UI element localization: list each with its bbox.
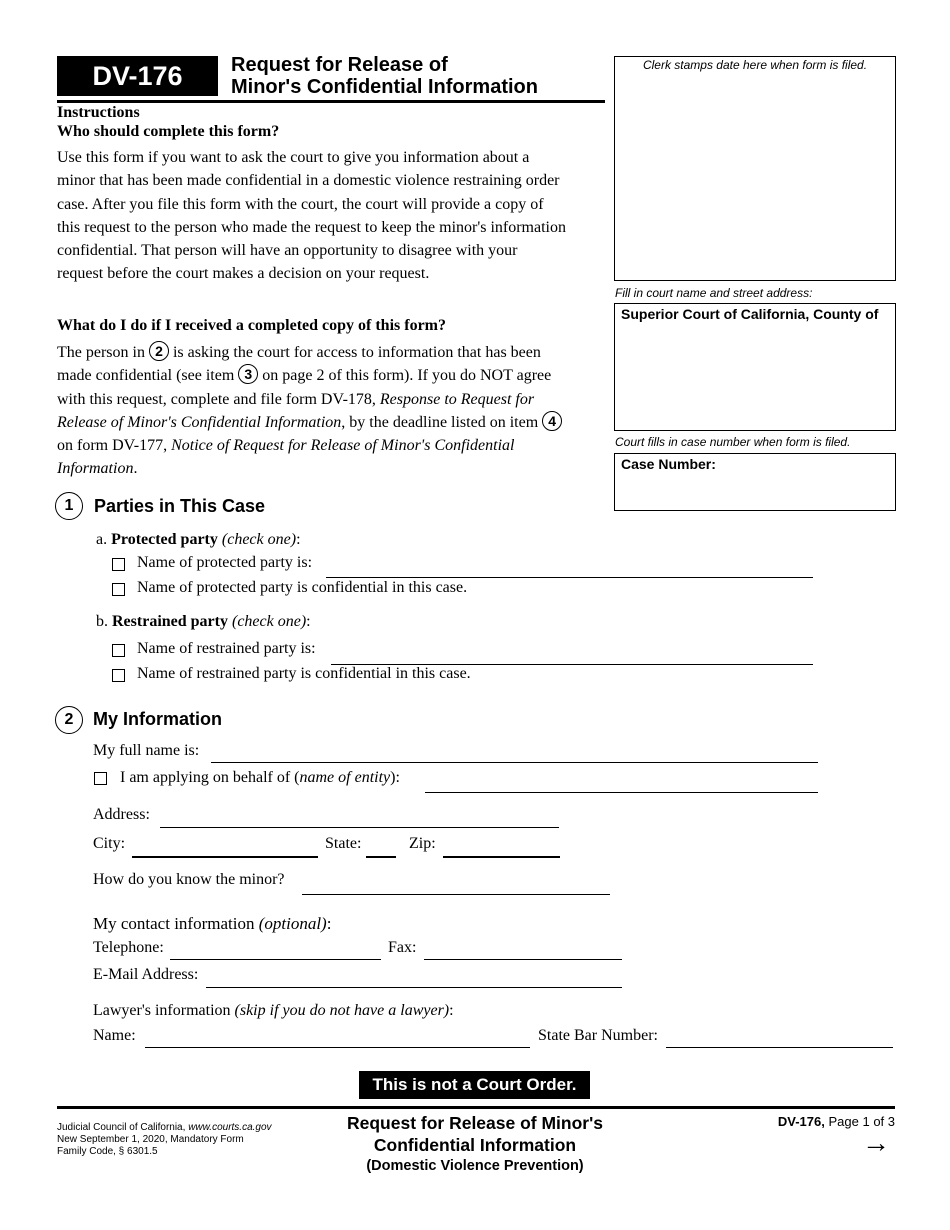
para1-line: case. After you file this form with the court, the court will provide a copy of xyxy=(57,195,544,213)
section-1-title: Parties in This Case xyxy=(94,496,266,516)
zip-line[interactable] xyxy=(443,856,560,858)
p2-italic: Release of Minor's Confidential Information xyxy=(57,413,342,431)
case-hint: Court fills in case number when form is filed. xyxy=(615,435,851,449)
protected-party-heading: Protected party xyxy=(111,531,218,548)
para1-line: minor that has been made confidential in a domestic violence restraining order xyxy=(57,172,560,190)
p2-text: , by the deadline listed on item xyxy=(341,413,539,431)
telephone-label: Telephone: xyxy=(93,939,164,956)
footer-rule xyxy=(57,1106,895,1109)
lawyer-note: (skip if you do not have a lawyer) xyxy=(234,1002,450,1019)
p2-text: The person in xyxy=(57,344,145,361)
protected-name-checkbox[interactable] xyxy=(112,558,125,571)
instructions-heading: Instructions xyxy=(57,104,140,121)
form-title-line2: Minor's Confidential Information xyxy=(231,76,538,98)
p2-italic: Notice of Request for Release of Minor's Confidential xyxy=(171,437,515,455)
section-1-circle: 1 xyxy=(55,492,83,520)
court-name-label: Superior Court of California, County of xyxy=(621,306,879,322)
para1-line: this request to the person who made the request to keep the minor's information xyxy=(57,218,566,236)
case-number-label: Case Number: xyxy=(621,456,716,472)
court-hint: Fill in court name and street address: xyxy=(615,286,813,300)
instructions-paragraph-2 xyxy=(57,341,617,481)
next-page-arrow-icon: → xyxy=(862,1127,890,1158)
behalf-italic: name of entity xyxy=(299,769,391,786)
court-name-box[interactable] xyxy=(614,303,896,431)
p2-text: with this request, complete and file form DV-178, xyxy=(57,390,376,408)
revision-text: New September 1, 2020, Mandatory Form xyxy=(57,1134,244,1145)
full-name-line[interactable] xyxy=(211,762,818,763)
behalf-checkbox[interactable] xyxy=(94,772,107,785)
para1-line: confidential. That person will have an opportunity to disagree with your xyxy=(57,242,518,260)
section-2-circle: 2 xyxy=(55,706,83,734)
protected-name-line[interactable] xyxy=(326,577,813,578)
lawyer-label: Lawyer's information (skip if you do not have a lawyer): xyxy=(93,1002,454,1019)
family-code-text: Family Code, § 6301.5 xyxy=(57,1146,158,1157)
check-one-note: (check one) xyxy=(221,531,297,548)
protected-confidential-checkbox[interactable] xyxy=(112,583,125,596)
state-bar-label: State Bar Number: xyxy=(538,1027,658,1044)
contact-label: My contact information (optional): xyxy=(93,914,332,933)
city-line[interactable] xyxy=(132,856,318,858)
full-name-label: My full name is: xyxy=(93,742,200,759)
city-label: City: xyxy=(93,835,126,852)
form-code: DV-176 xyxy=(57,56,218,96)
behalf-text: I am applying on behalf of ( xyxy=(120,769,300,786)
received-heading: What do I do if I received a completed copy of this form? xyxy=(57,317,446,334)
address-line[interactable] xyxy=(160,827,559,828)
item-3-circle: 3 xyxy=(238,364,258,384)
protected-confidential-label: Name of protected party is confidential in this case. xyxy=(137,579,468,596)
telephone-line[interactable] xyxy=(170,959,381,960)
footer-title-line1: Request for Release of Minor's xyxy=(346,1113,604,1133)
know-minor-line[interactable] xyxy=(302,894,610,895)
lawyer-name-label: Name: xyxy=(93,1027,136,1044)
restrained-name-label: Name of restrained party is: xyxy=(137,640,316,657)
behalf-label xyxy=(120,769,400,787)
entity-name-line[interactable] xyxy=(425,792,818,793)
clerk-stamp-label: Clerk stamps date here when form is filed. xyxy=(642,58,868,72)
instructions-paragraph-1 xyxy=(57,146,617,286)
check-one-note: (check one) xyxy=(231,613,307,630)
lawyer-name-line[interactable] xyxy=(145,1047,530,1048)
item-2-circle: 2 xyxy=(149,341,169,361)
courts-website: www.courts.ca.gov xyxy=(188,1122,272,1133)
footer-title-line2: Confidential Information xyxy=(373,1135,577,1155)
behalf-text: ): xyxy=(390,769,400,786)
clerk-stamp-box xyxy=(614,56,896,281)
optional-note: (optional) xyxy=(258,914,327,933)
form-title-line1: Request for Release of xyxy=(231,54,448,76)
p2-italic: Response to Request for xyxy=(379,390,535,408)
header-rule xyxy=(57,100,605,103)
protected-party-label: a. Protected party (check one): xyxy=(96,531,301,548)
contact-text: My contact information xyxy=(93,914,255,933)
item-prefix: a. xyxy=(96,531,108,548)
p2-text: on form DV-177, xyxy=(57,437,168,455)
address-label: Address: xyxy=(93,806,150,823)
lawyer-text: Lawyer's information xyxy=(93,1002,231,1019)
footer-subtitle: (Domestic Violence Prevention) xyxy=(366,1158,584,1174)
restrained-confidential-label: Name of restrained party is confidential in this case. xyxy=(137,665,471,682)
section-2-title: My Information xyxy=(93,709,222,729)
know-minor-label: How do you know the minor? xyxy=(93,871,285,888)
email-label: E-Mail Address: xyxy=(93,966,199,983)
not-court-order-banner: This is not a Court Order. xyxy=(359,1071,590,1099)
p2-text: is asking the court for access to information that has been xyxy=(172,344,541,361)
case-number-box[interactable] xyxy=(614,453,896,511)
item-prefix: b. xyxy=(96,613,108,630)
item-4-circle: 4 xyxy=(542,411,562,431)
fax-line[interactable] xyxy=(424,959,622,960)
footer-title xyxy=(300,1112,650,1156)
restrained-confidential-checkbox[interactable] xyxy=(112,669,125,682)
state-line[interactable] xyxy=(366,856,396,858)
restrained-name-checkbox[interactable] xyxy=(112,644,125,657)
restrained-party-heading: Restrained party xyxy=(112,613,228,630)
restrained-party-label: b. Restrained party (check one): xyxy=(96,613,311,630)
footer-form-code: DV-176, xyxy=(777,1114,825,1129)
who-heading: Who should complete this form? xyxy=(57,123,280,140)
para1-line: request before the court makes a decision on your request. xyxy=(57,265,430,283)
judicial-council-text: Judicial Council of California, xyxy=(57,1122,186,1133)
form-title xyxy=(231,54,538,98)
p2-text: . xyxy=(133,460,138,478)
fax-label: Fax: xyxy=(388,939,417,956)
p2-text: on page 2 of this form). If you do NOT agree xyxy=(262,367,552,385)
page-number: Page 1 of 3 xyxy=(828,1114,895,1129)
footer-left xyxy=(57,1122,272,1158)
state-bar-line[interactable] xyxy=(666,1047,893,1048)
state-label: State: xyxy=(325,835,362,852)
email-line[interactable] xyxy=(206,987,622,988)
para1-line: Use this form if you want to ask the court to give you information about a xyxy=(57,149,530,166)
p2-italic: Information xyxy=(57,460,134,478)
protected-name-label: Name of protected party is: xyxy=(137,554,313,571)
zip-label: Zip: xyxy=(409,835,436,852)
p2-text: made confidential (see item xyxy=(57,367,235,385)
